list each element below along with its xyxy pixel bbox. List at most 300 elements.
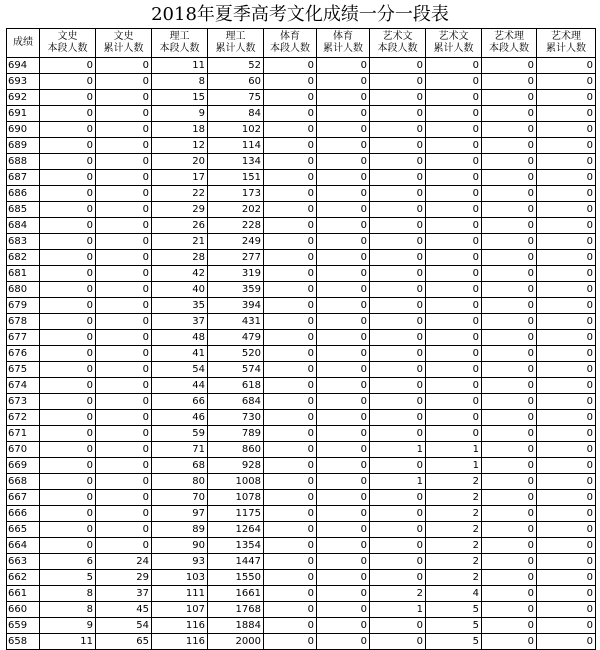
count-cell: 0: [317, 474, 370, 490]
count-cell: 0: [482, 554, 537, 570]
count-cell: 29: [152, 202, 208, 218]
count-cell: 0: [317, 138, 370, 154]
table-row: [7, 490, 596, 506]
count-cell: 0: [370, 346, 426, 362]
score-cell: 686: [7, 186, 40, 202]
count-cell: 0: [537, 570, 596, 586]
column-header-line1: 文史: [57, 31, 78, 42]
count-cell: 0: [426, 122, 482, 138]
count-cell: 0: [96, 202, 152, 218]
count-cell: 0: [537, 170, 596, 186]
count-cell: 0: [40, 538, 96, 554]
count-cell: 0: [426, 186, 482, 202]
count-cell: 44: [152, 378, 208, 394]
count-cell: 1354: [208, 538, 264, 554]
count-cell: 0: [96, 58, 152, 74]
count-cell: 0: [264, 442, 317, 458]
score-cell: 682: [7, 250, 40, 266]
count-cell: 0: [537, 186, 596, 202]
count-cell: 0: [370, 74, 426, 90]
column-header: [537, 29, 596, 58]
table-row: [7, 186, 596, 202]
count-cell: 0: [40, 234, 96, 250]
count-cell: 0: [40, 74, 96, 90]
count-cell: 0: [264, 74, 317, 90]
score-cell: 666: [7, 506, 40, 522]
count-cell: 0: [264, 122, 317, 138]
score-cell: 676: [7, 346, 40, 362]
count-cell: 60: [208, 74, 264, 90]
count-cell: 8: [152, 74, 208, 90]
count-cell: 0: [482, 394, 537, 410]
count-cell: 35: [152, 298, 208, 314]
count-cell: 0: [482, 490, 537, 506]
score-cell: 672: [7, 410, 40, 426]
count-cell: 0: [317, 522, 370, 538]
count-cell: 0: [40, 282, 96, 298]
count-cell: 1175: [208, 506, 264, 522]
count-cell: 0: [482, 634, 537, 650]
count-cell: 0: [264, 362, 317, 378]
score-cell: 693: [7, 74, 40, 90]
count-cell: 0: [482, 186, 537, 202]
count-cell: 80: [152, 474, 208, 490]
count-cell: 0: [40, 138, 96, 154]
count-cell: 11: [152, 58, 208, 74]
count-cell: 6: [40, 554, 96, 570]
count-cell: 0: [264, 330, 317, 346]
table-row: [7, 330, 596, 346]
table-row: [7, 266, 596, 282]
count-cell: 0: [537, 250, 596, 266]
count-cell: 2: [426, 474, 482, 490]
count-cell: 0: [40, 506, 96, 522]
count-cell: 0: [482, 474, 537, 490]
count-cell: 89: [152, 522, 208, 538]
score-cell: 690: [7, 122, 40, 138]
count-cell: 0: [96, 122, 152, 138]
column-header: [40, 29, 96, 58]
count-cell: 0: [537, 346, 596, 362]
count-cell: 0: [426, 426, 482, 442]
count-cell: 2: [426, 538, 482, 554]
count-cell: 0: [96, 378, 152, 394]
column-header: [482, 29, 537, 58]
table-row: [7, 170, 596, 186]
score-cell: 665: [7, 522, 40, 538]
count-cell: 46: [152, 410, 208, 426]
count-cell: 41: [152, 346, 208, 362]
count-cell: 0: [537, 298, 596, 314]
count-cell: 0: [317, 218, 370, 234]
table-row: [7, 154, 596, 170]
count-cell: 9: [152, 106, 208, 122]
count-cell: 1447: [208, 554, 264, 570]
count-cell: 0: [426, 282, 482, 298]
count-cell: 0: [370, 554, 426, 570]
column-header-line2: 本段人数: [47, 43, 88, 54]
count-cell: 0: [370, 538, 426, 554]
count-cell: 0: [370, 186, 426, 202]
count-cell: 0: [370, 138, 426, 154]
count-cell: 0: [96, 106, 152, 122]
count-cell: 75: [208, 90, 264, 106]
count-cell: 20: [152, 154, 208, 170]
count-cell: 0: [264, 570, 317, 586]
count-cell: 0: [370, 362, 426, 378]
score-cell: 675: [7, 362, 40, 378]
count-cell: 0: [370, 106, 426, 122]
column-header-line2: 累计人数: [323, 43, 363, 54]
count-cell: 0: [317, 586, 370, 602]
count-cell: 0: [317, 602, 370, 618]
table-row: [7, 554, 596, 570]
count-cell: 0: [482, 170, 537, 186]
count-cell: 0: [537, 394, 596, 410]
count-cell: 0: [96, 362, 152, 378]
count-cell: 0: [317, 394, 370, 410]
count-cell: 0: [482, 90, 537, 106]
count-cell: 0: [426, 138, 482, 154]
count-cell: 0: [264, 378, 317, 394]
count-cell: 1078: [208, 490, 264, 506]
table-row: [7, 202, 596, 218]
count-cell: 0: [482, 538, 537, 554]
count-cell: 0: [537, 282, 596, 298]
column-header-line1: 体育: [280, 31, 300, 42]
column-header-line1: 理工: [225, 31, 246, 42]
count-cell: 0: [317, 234, 370, 250]
count-cell: 0: [40, 106, 96, 122]
table-row: [7, 538, 596, 554]
count-cell: 431: [208, 314, 264, 330]
score-cell: 685: [7, 202, 40, 218]
count-cell: 0: [426, 218, 482, 234]
count-cell: 102: [208, 122, 264, 138]
count-cell: 0: [482, 234, 537, 250]
table-row: [7, 442, 596, 458]
count-cell: 0: [317, 506, 370, 522]
count-cell: 0: [96, 490, 152, 506]
score-cell: 674: [7, 378, 40, 394]
count-cell: 103: [152, 570, 208, 586]
count-cell: 0: [370, 570, 426, 586]
score-cell: 683: [7, 234, 40, 250]
column-header-line1: 艺术理: [494, 31, 524, 42]
count-cell: 0: [40, 362, 96, 378]
count-cell: 0: [482, 618, 537, 634]
score-cell: 670: [7, 442, 40, 458]
column-header-line1: 艺术文: [382, 31, 413, 42]
count-cell: 0: [370, 378, 426, 394]
count-cell: 5: [40, 570, 96, 586]
count-cell: 0: [96, 218, 152, 234]
count-cell: 277: [208, 250, 264, 266]
count-cell: 0: [482, 122, 537, 138]
count-cell: 151: [208, 170, 264, 186]
count-cell: 54: [96, 618, 152, 634]
column-header-line1: 文史: [113, 31, 134, 42]
count-cell: 0: [264, 394, 317, 410]
count-cell: 0: [426, 266, 482, 282]
count-cell: 0: [482, 346, 537, 362]
count-cell: 0: [96, 186, 152, 202]
count-cell: 71: [152, 442, 208, 458]
table-row: [7, 218, 596, 234]
count-cell: 37: [152, 314, 208, 330]
table-row: [7, 58, 596, 74]
count-cell: 1768: [208, 602, 264, 618]
score-distribution-table: [6, 28, 596, 650]
table-row: [7, 394, 596, 410]
count-cell: 0: [482, 362, 537, 378]
count-cell: 0: [96, 250, 152, 266]
count-cell: 0: [96, 138, 152, 154]
count-cell: 0: [96, 170, 152, 186]
count-cell: 0: [96, 298, 152, 314]
count-cell: 17: [152, 170, 208, 186]
count-cell: 0: [537, 218, 596, 234]
count-cell: 93: [152, 554, 208, 570]
count-cell: 1550: [208, 570, 264, 586]
table-row: [7, 522, 596, 538]
count-cell: 0: [264, 554, 317, 570]
count-cell: 0: [264, 346, 317, 362]
score-cell: 687: [7, 170, 40, 186]
count-cell: 0: [40, 378, 96, 394]
count-cell: 0: [426, 170, 482, 186]
count-cell: 0: [537, 202, 596, 218]
count-cell: 0: [96, 90, 152, 106]
table-row: [7, 570, 596, 586]
count-cell: 2: [426, 490, 482, 506]
count-cell: 0: [537, 90, 596, 106]
count-cell: 0: [96, 266, 152, 282]
count-cell: 0: [482, 506, 537, 522]
count-cell: 0: [537, 106, 596, 122]
count-cell: 0: [370, 490, 426, 506]
count-cell: 0: [40, 186, 96, 202]
count-cell: 0: [370, 250, 426, 266]
count-cell: 54: [152, 362, 208, 378]
table-row: [7, 378, 596, 394]
table-body: [7, 58, 596, 650]
table-row: [7, 90, 596, 106]
table-row: [7, 426, 596, 442]
count-cell: 1884: [208, 618, 264, 634]
column-header-line2: 本段人数: [489, 43, 529, 54]
count-cell: 0: [317, 266, 370, 282]
count-cell: 1: [370, 474, 426, 490]
count-cell: 0: [264, 474, 317, 490]
count-cell: 319: [208, 266, 264, 282]
count-cell: 0: [370, 154, 426, 170]
table-row: [7, 298, 596, 314]
count-cell: 0: [40, 442, 96, 458]
count-cell: 173: [208, 186, 264, 202]
count-cell: 0: [264, 250, 317, 266]
table-row: [7, 282, 596, 298]
count-cell: 65: [96, 634, 152, 650]
count-cell: 1: [370, 602, 426, 618]
count-cell: 2: [370, 586, 426, 602]
score-cell: 684: [7, 218, 40, 234]
count-cell: 0: [317, 186, 370, 202]
count-cell: 24: [96, 554, 152, 570]
count-cell: 0: [482, 570, 537, 586]
count-cell: 111: [152, 586, 208, 602]
count-cell: 28: [152, 250, 208, 266]
count-cell: 0: [264, 634, 317, 650]
count-cell: 5: [426, 602, 482, 618]
count-cell: 0: [40, 90, 96, 106]
count-cell: 0: [264, 314, 317, 330]
count-cell: 359: [208, 282, 264, 298]
count-cell: 0: [426, 202, 482, 218]
count-cell: 0: [537, 362, 596, 378]
count-cell: 0: [537, 154, 596, 170]
column-header: [426, 29, 482, 58]
count-cell: 0: [264, 282, 317, 298]
count-cell: 684: [208, 394, 264, 410]
count-cell: 0: [537, 458, 596, 474]
count-cell: 0: [482, 58, 537, 74]
count-cell: 37: [96, 586, 152, 602]
table-row: [7, 74, 596, 90]
count-cell: 0: [317, 634, 370, 650]
count-cell: 0: [40, 298, 96, 314]
count-cell: 0: [482, 458, 537, 474]
count-cell: 0: [482, 586, 537, 602]
count-cell: 0: [426, 106, 482, 122]
table-row: [7, 506, 596, 522]
count-cell: 0: [96, 426, 152, 442]
table-row: [7, 586, 596, 602]
score-cell: 668: [7, 474, 40, 490]
count-cell: 0: [317, 202, 370, 218]
count-cell: 0: [370, 234, 426, 250]
count-cell: 116: [152, 618, 208, 634]
count-cell: 0: [482, 378, 537, 394]
count-cell: 0: [96, 314, 152, 330]
count-cell: 1: [426, 442, 482, 458]
count-cell: 0: [264, 234, 317, 250]
score-cell: 677: [7, 330, 40, 346]
count-cell: 0: [96, 154, 152, 170]
column-header: [370, 29, 426, 58]
count-cell: 0: [482, 314, 537, 330]
count-cell: 0: [370, 618, 426, 634]
count-cell: 52: [208, 58, 264, 74]
score-cell: 681: [7, 266, 40, 282]
count-cell: 0: [96, 506, 152, 522]
count-cell: 0: [96, 346, 152, 362]
count-cell: 0: [370, 394, 426, 410]
count-cell: 574: [208, 362, 264, 378]
count-cell: 0: [96, 234, 152, 250]
count-cell: 0: [317, 106, 370, 122]
count-cell: 0: [537, 410, 596, 426]
count-cell: 2: [426, 506, 482, 522]
count-cell: 0: [40, 394, 96, 410]
count-cell: 0: [317, 346, 370, 362]
count-cell: 0: [482, 426, 537, 442]
count-cell: 0: [317, 490, 370, 506]
count-cell: 0: [317, 442, 370, 458]
count-cell: 0: [317, 330, 370, 346]
count-cell: 0: [426, 362, 482, 378]
count-cell: 0: [370, 218, 426, 234]
count-cell: 0: [370, 298, 426, 314]
count-cell: 5: [426, 618, 482, 634]
count-cell: 0: [537, 426, 596, 442]
count-cell: 0: [317, 426, 370, 442]
count-cell: 249: [208, 234, 264, 250]
count-cell: 0: [482, 154, 537, 170]
count-cell: 29: [96, 570, 152, 586]
table-row: [7, 346, 596, 362]
count-cell: 0: [264, 170, 317, 186]
count-cell: 0: [482, 282, 537, 298]
count-cell: 1: [426, 458, 482, 474]
count-cell: 0: [537, 74, 596, 90]
count-cell: 0: [264, 586, 317, 602]
column-header-line2: 累计人数: [103, 43, 144, 54]
table-row: [7, 602, 596, 618]
count-cell: 0: [40, 474, 96, 490]
count-cell: 0: [96, 538, 152, 554]
score-cell: 663: [7, 554, 40, 570]
count-cell: 0: [426, 58, 482, 74]
count-cell: 0: [264, 58, 317, 74]
count-cell: 0: [317, 362, 370, 378]
count-cell: 0: [537, 138, 596, 154]
count-cell: 0: [317, 554, 370, 570]
count-cell: 0: [40, 154, 96, 170]
column-header-line1: 艺术文: [438, 31, 469, 42]
count-cell: 90: [152, 538, 208, 554]
count-cell: 1264: [208, 522, 264, 538]
count-cell: 789: [208, 426, 264, 442]
count-cell: 0: [426, 90, 482, 106]
score-cell: 664: [7, 538, 40, 554]
count-cell: 0: [537, 314, 596, 330]
count-cell: 2: [426, 522, 482, 538]
table-row: [7, 618, 596, 634]
count-cell: 0: [40, 122, 96, 138]
count-cell: 0: [264, 138, 317, 154]
count-cell: 0: [317, 458, 370, 474]
count-cell: 0: [370, 314, 426, 330]
count-cell: 66: [152, 394, 208, 410]
count-cell: 618: [208, 378, 264, 394]
count-cell: 0: [537, 634, 596, 650]
count-cell: 0: [264, 186, 317, 202]
count-cell: 0: [264, 458, 317, 474]
count-cell: 0: [264, 90, 317, 106]
count-cell: 0: [317, 250, 370, 266]
count-cell: 0: [96, 410, 152, 426]
table-row: [7, 314, 596, 330]
table-row: [7, 106, 596, 122]
count-cell: 0: [370, 410, 426, 426]
column-header: [264, 29, 317, 58]
score-cell: 679: [7, 298, 40, 314]
column-header: [7, 29, 40, 58]
count-cell: 0: [264, 618, 317, 634]
count-cell: 114: [208, 138, 264, 154]
count-cell: 0: [317, 410, 370, 426]
